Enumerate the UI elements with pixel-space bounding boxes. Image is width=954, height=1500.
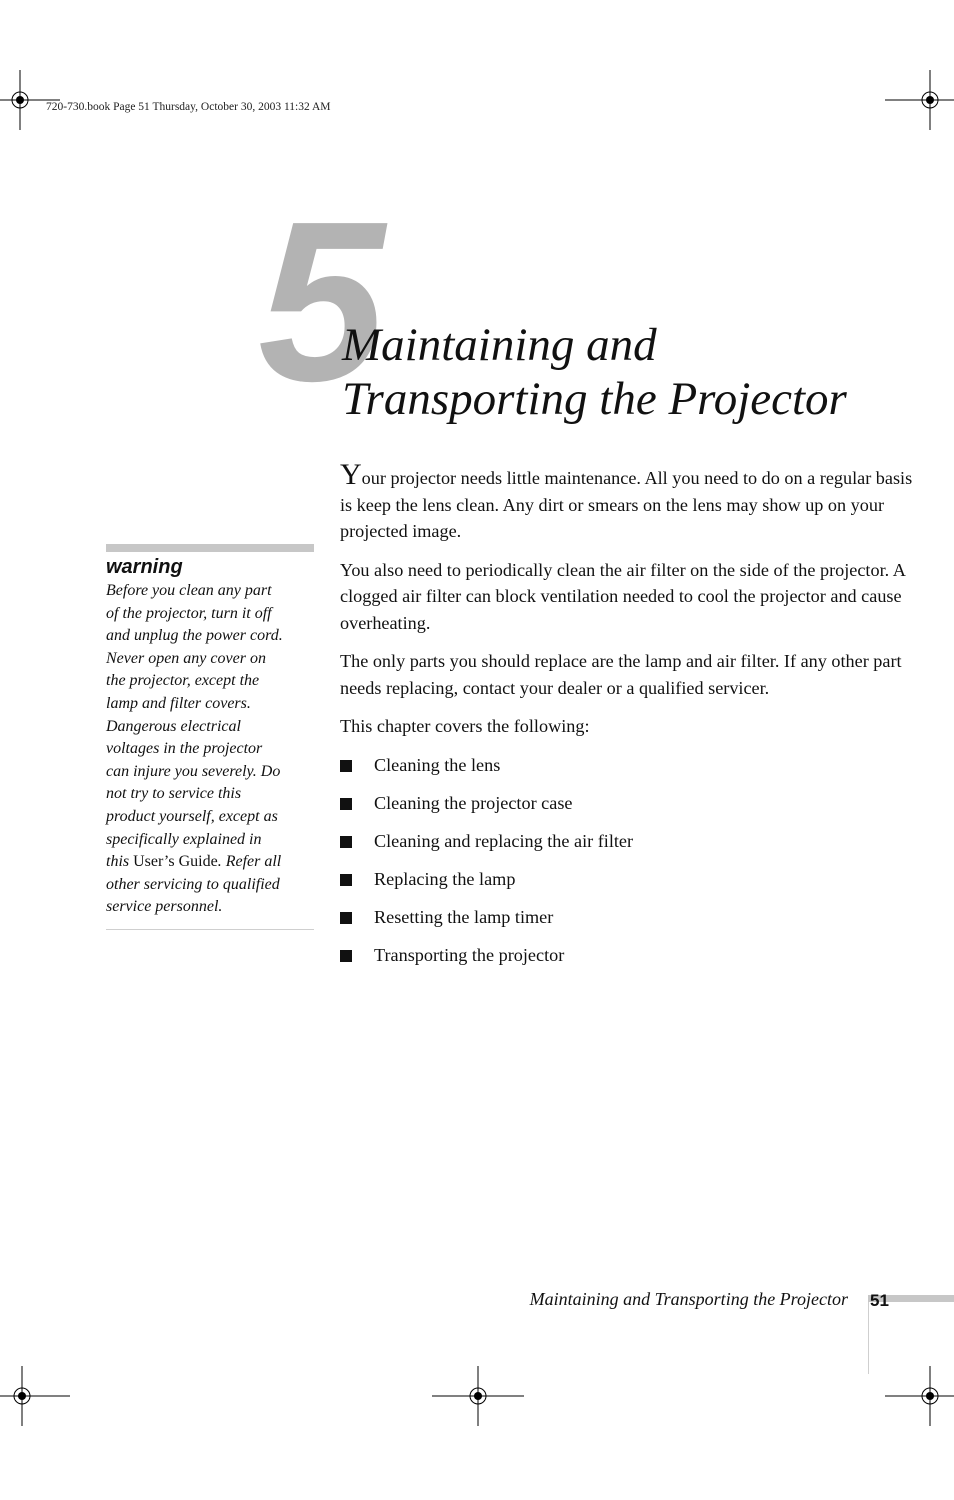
list-item [340,904,915,942]
footer-title: Maintaining and Transporting the Projector [529,1289,848,1309]
square-bullet-icon [340,950,352,962]
warning-text [106,580,286,919]
list-item-text: Cleaning and replacing the air filter [374,830,634,851]
list-item-text: Transporting the projector [374,944,565,965]
warning-sidebar [106,544,314,930]
square-bullet-icon [340,836,352,848]
crop-mark-top-left-icon [0,70,60,130]
intro-paragraph-4: This chapter covers the following: [340,716,590,736]
list-item [340,866,915,904]
chapter-title [342,318,902,426]
list-item [340,828,915,866]
topic-list [340,752,915,980]
intro-paragraph-1-text: our projector needs little maintenance. All you need to do on a regular basis is keep the lens clean. Any dirt or smears on the lens may show up on your projected image. [340,468,913,541]
crop-mark-bottom-left-icon [0,1366,70,1426]
crop-mark-top-right-icon [885,70,954,130]
list-item-text: Cleaning the projector case [374,792,573,813]
square-bullet-icon [340,912,352,924]
square-bullet-icon [340,874,352,886]
warning-text-end: . Refer all other servicing to qualified service personnel. [106,853,282,916]
list-item [340,942,915,980]
square-bullet-icon [340,760,352,772]
chapter-title-line-1: Maintaining and [342,319,657,371]
list-item-text: Replacing the lamp [374,868,516,889]
chapter-number: 5 [258,175,381,429]
chapter-title-line-2: Transporting the Projector [342,373,847,425]
crop-mark-bottom-right-icon [885,1366,954,1426]
warning-text-main: Before you clean any part of the projector, turn it off and unplug the power cord. Never open any cover on the projector, except the lamp and filter covers. Dangerous electrical voltages in the projector can injure you severely. Do not try to service this product yourself, except as specifically explained in this [106,582,283,871]
intro-paragraph-3: The only parts you should replace are the lamp and air filter. If any other part needs replacing, contact your dealer or a qualified servicer. [340,651,902,698]
list-item [340,790,915,828]
guide-name: User’s Guide [133,853,218,871]
list-item [340,752,915,790]
list-item-text: Cleaning the lens [374,754,501,775]
list-item-text: Resetting the lamp timer [374,906,554,927]
square-bullet-icon [340,798,352,810]
intro-paragraph-1 [340,460,915,545]
sidebar-top-bar [106,544,314,552]
drop-cap: Y [340,458,362,491]
footer-rule [868,1302,869,1374]
page-number: 51 [870,1291,889,1310]
file-header: 720-730.book Page 51 Thursday, October 30, 2003 11:32 AM [46,101,331,113]
body-column [340,460,915,980]
warning-heading: warning [106,556,183,578]
sidebar-bottom-rule [106,929,314,930]
crop-mark-bottom-center-icon [432,1366,524,1426]
intro-paragraph-2: You also need to periodically clean the air filter on the side of the projector. A clogged air filter can block ventilation needed to cool the projector and cause overheating. [340,559,905,633]
